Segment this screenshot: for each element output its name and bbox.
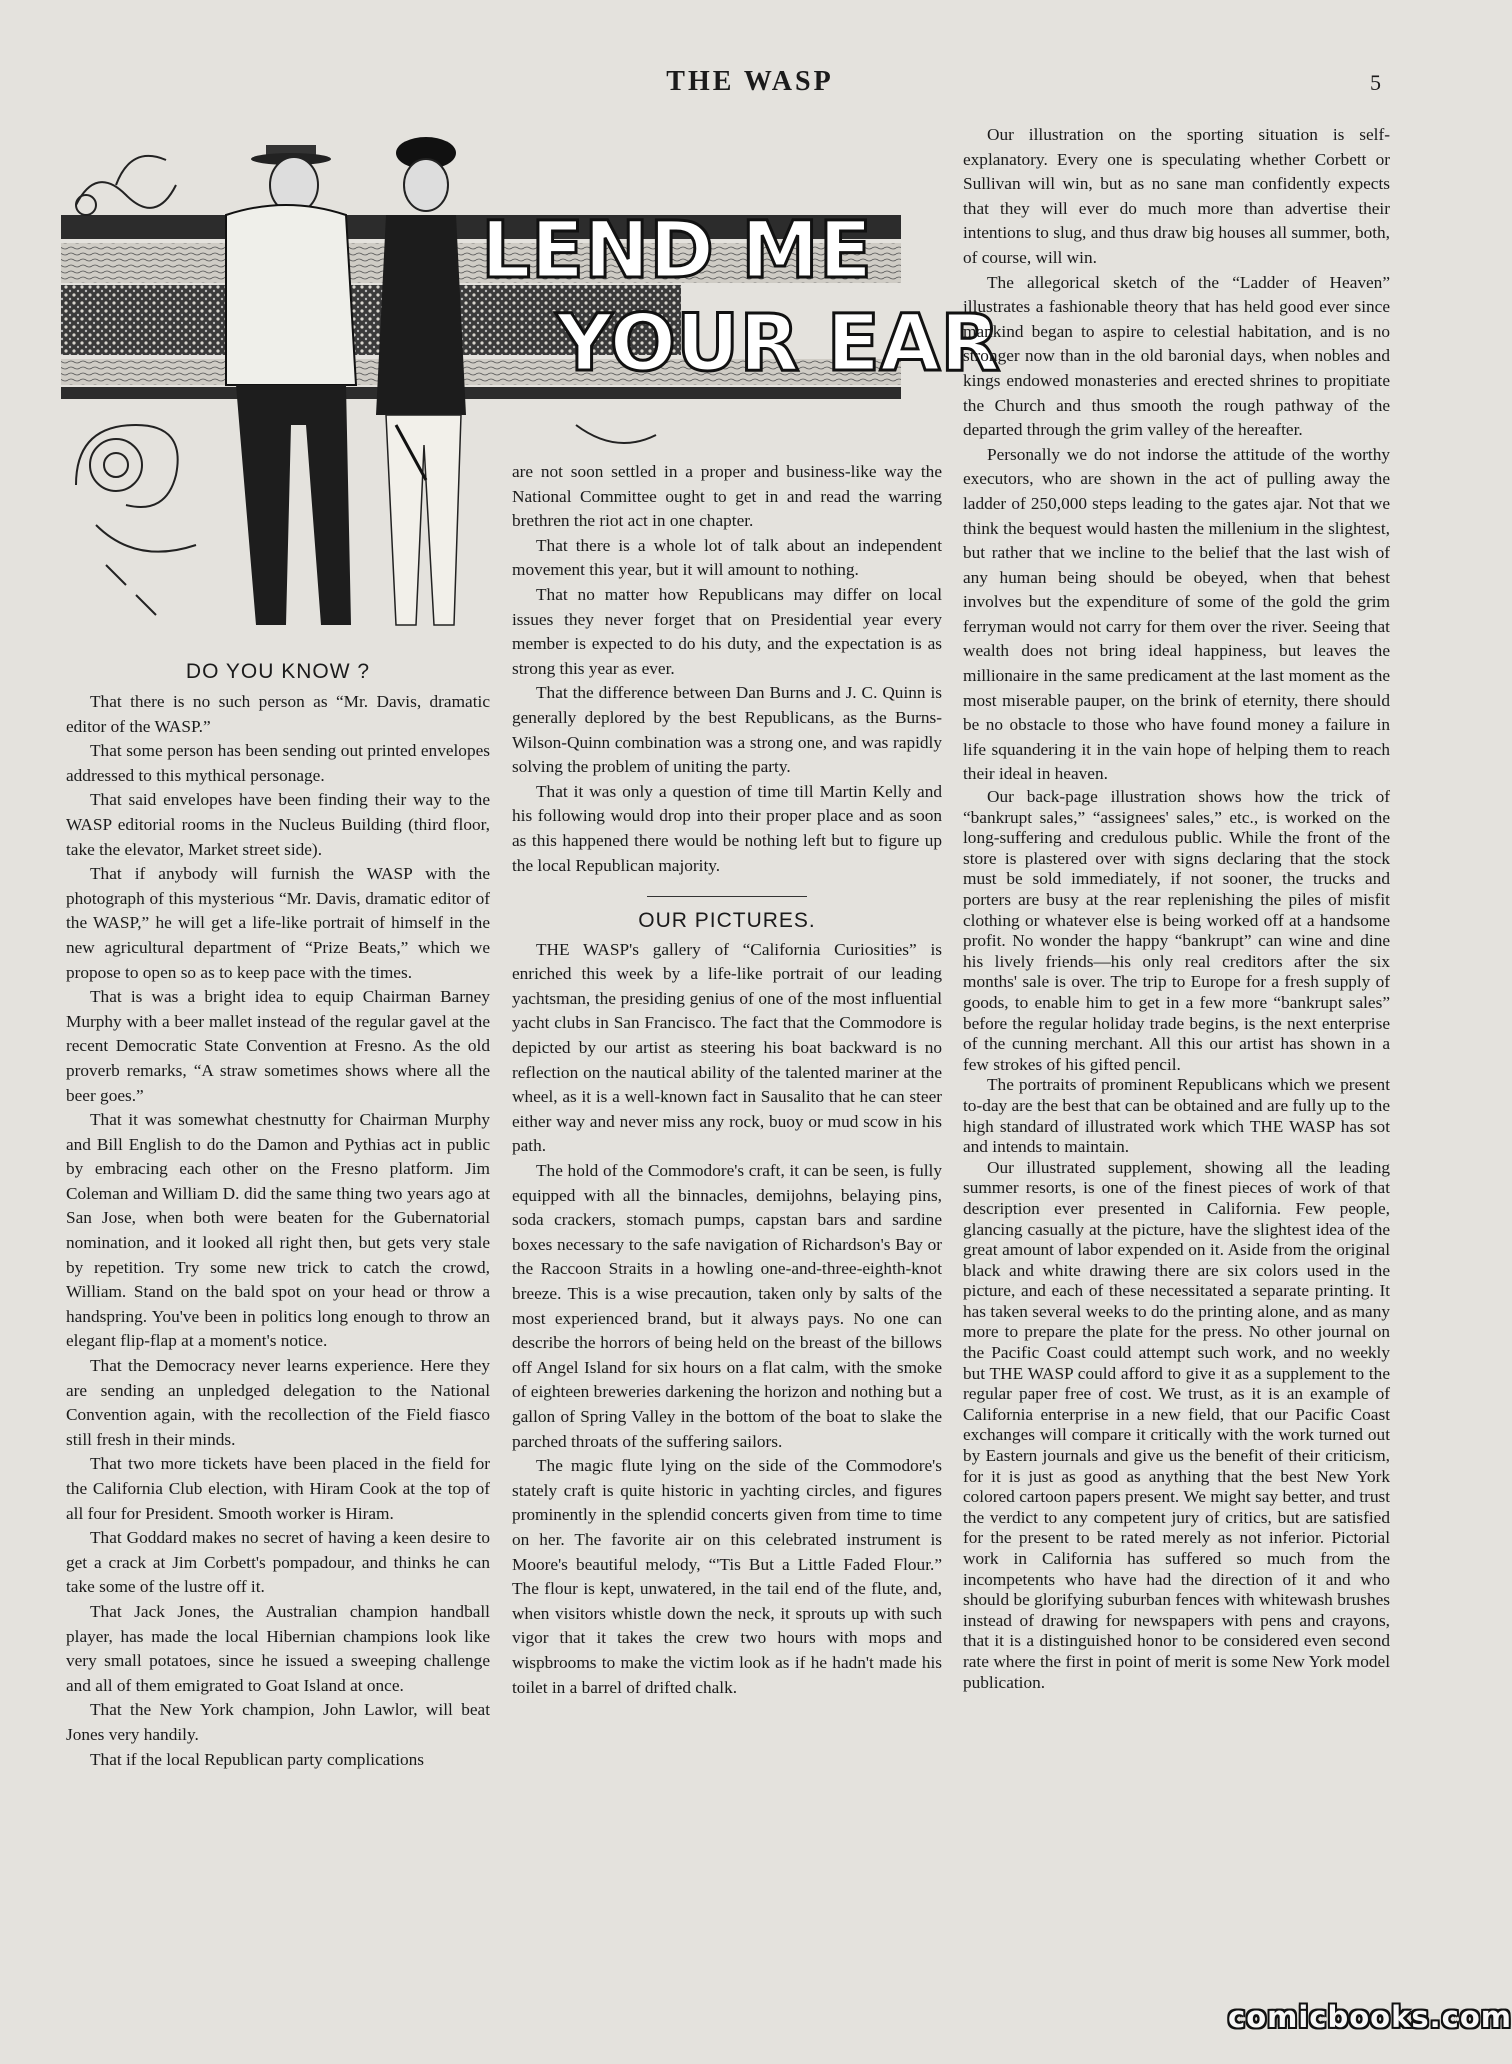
- paragraph: are not soon settled in a proper and business-like way the National Committee ought to get in and read the warring brethren the riot act in one chapter.: [512, 462, 942, 531]
- paragraph: That it was somewhat chestnutty for Chairman Murphy and Bill English to do the Damon and Pythias act in public by embracing each other on the Fresno platform. Jim Coleman and William D. did the same thing two years ago at San Jose, when both were beaten for the Gubernatorial nomination, and it looked all right then, but gets very stale by repetition. Try some new trick to catch the crowd, William. Stand on the bald spot on your head or throw a handspring. You've been in politics long enough to throw an elegant flip-flap at a moment's notice.: [66, 1110, 490, 1351]
- page-number: 5: [1370, 70, 1381, 95]
- two-gentlemen-figures: [226, 137, 466, 625]
- column-1: [66, 660, 490, 1772]
- paragraph: That said envelopes have been finding their way to the WASP editorial rooms in the Nucleus Building (third floor, take the elevator, Market street side).: [66, 790, 490, 859]
- paragraph: The allegorical sketch of the “Ladder of Heaven” illustrates a fashionable theory that has held good ever since mankind began to aspire to celestial habitation, and is no stronger now than in the old baronial days, when nobles and kings endowed monasteries and erected shrines to propitiate the Church and thus smooth the rough pathway of the departed through the grim valley of the hereafter.: [963, 272, 1390, 440]
- paragraph: That it was only a question of time till Martin Kelly and his following would drop into their proper place and as soon as this happened there would be nothing left but to figure up the local Republican majority.: [512, 781, 942, 875]
- paragraph: That there is no such person as “Mr. Davis, dramatic editor of the WASP.”: [66, 692, 490, 736]
- paragraph: That the New York champion, John Lawlor, will beat Jones very handily.: [66, 1700, 490, 1744]
- our-pictures-heading: OUR PICTURES.: [638, 909, 816, 933]
- paragraph: That two more tickets have been placed in the field for the California Club election, with Hiram Cook at the top of all four for President. Smooth worker is Hiram.: [66, 1454, 490, 1523]
- paragraph: That the difference between Dan Burns and J. C. Quinn is generally deplored by the best Republicans, as the Burns-Wilson-Quinn combination was a strong one, and was rapidly solving the problem of uniting the party.: [512, 683, 942, 777]
- paragraph: That is was a bright idea to equip Chairman Barney Murphy with a beer mallet instead of the regular gavel at the recent Democratic State Convention at Fresno. As the old proverb remarks, “A straw sometimes shows where all the beer goes.”: [66, 987, 490, 1105]
- paragraph: Our illustrated supplement, showing all the leading summer resorts, is one of the finest pieces of work of that description ever presented in California. Few people, glancing casually at the picture, have the slightest idea of the great amount of labor expended on it. Aside from the original black and white drawing there are six colors used in the picture, and each of these necessitated a separate printing. It has taken several weeks to do the printing alone, and as many more to prepare the plate for the press. No other journal on the Pacific Coast could attempt such work, and no weekly but THE WASP could afford to give it as a supplement to the regular paper free of cost. We trust, as it is an example of California enterprise in a new field, that our Pacific Coast exchanges will compare it critically with the work turned out by Eastern journals and give us the benefit of their criticism, for it is just as good as anything that the best New York colored cartoon papers present. We might say better, and trust the verdict to any competent jury of critics, but are satisfied for the present to be rated merely as not inferior. Pictorial work in California has suffered so much from the incompetents who have had the direction of it and who should be glorifying suburban fences with whitewash brushes instead of drawing for newspapers with pens and crayons, that it is a distinguished honor to be considered even second rate where the first in point of merit is some New York model publication.: [963, 1157, 1390, 1692]
- watermark: comicbooks.com: [1228, 2000, 1512, 2034]
- section-divider: [647, 896, 807, 897]
- paragraph: The portraits of prominent Republicans which we present to-day are the best that can be obtained and are fully up to the high standard of illustrated work which THE WASP has sot and intends to maintain.: [963, 1075, 1390, 1157]
- column-3: [963, 123, 1390, 1693]
- paragraph: The magic flute lying on the side of the Commodore's stately craft is quite historic in yachting circles, and figures prominently in the splendid concerts given from time to time on her. The favorite air on this celebrated instrument is Moore's beautiful melody, “'Tis But a Little Faded Flour.” The flour is kept, unwatered, in the tail end of the flute, and, when visitors whistle down the neck, it sprouts up with such vigor that it takes the crew two hours with mops and wispbrooms to make the victim look as if he hadn't made his toilet in a barrel of drifted chalk.: [512, 1456, 942, 1697]
- paragraph: That the Democracy never learns experience. Here they are sending an unpledged delegation to the National Convention again, with the recollection of the Field fiasco still fresh in their minds.: [66, 1356, 490, 1449]
- paragraph: The hold of the Commodore's craft, it can be seen, is fully equipped with all the binnacles, demijohns, belaying pins, soda crackers, stomach pumps, capstan bars and sardine boxes necessary to the safe navigation of Richardson's Bay or the Raccoon Straits in a howling one-and-three-eighth-knot breeze. This is a wise precaution, taken only by salts of the most experienced brand, but it always pays. No one can describe the horrors of being held on the breast of the billows off Angel Island for six hours on a flat calm, with the smoke of eighteen breweries darkening the horizon and nothing but a gallon of Spring Valley in the bottom of the boat to slake the parched throats of the suffering sailors.: [512, 1161, 942, 1451]
- do-you-know-heading: DO YOU KNOW ?: [185, 660, 371, 683]
- paragraph: That Jack Jones, the Australian champion handball player, has made the local Hibernian champions look like very small potatoes, since he issued a sweeping challenge and all of them emigrated to Goat Island at once.: [66, 1601, 490, 1695]
- title-line-2: YOUR EAR: [556, 299, 1001, 389]
- paragraph: Personally we do not indorse the attitude of the worthy executors, who are shown in the act of pulling away the ladder of 250,000 steps leading to the gates ajar. Not that we think the bequest would hasten the millenium in the slightest, but rather that we incline to the belief that the last wish of any human being should be obeyed, when that behest involves but the expenditure of some of the gold the grim ferryman would not carry for them over the river. Seeing that wealth does not bring ideal happiness, but leaves the millionaire in the same predicament at the last moment as the most miserable pauper, on the brink of eternity, there should be no obstacle to those who have found money a failure in life squandering it in the vain hope of helping them to reach their ideal in heaven.: [963, 444, 1390, 784]
- paragraph: THE WASP's gallery of “California Curiosities” is enriched this week by a life-like portrait of our leading yachtsman, the presiding genius of one of the most influential yacht clubs in San Francisco. The fact that the Commodore is depicted by our artist as steering his boat backward is no reflection on the nautical ability of the talented mariner at the wheel, as it is a well-known fact in Sausalito that he can steer either way and never miss any rock, buoy or mud scow in his path.: [512, 939, 942, 1156]
- paragraph: Our illustration on the sporting situation is self-explanatory. Every one is speculating whether Corbett or Sullivan will win, but as no sane man confidently expects that they will ever do much more than advertise their intentions to slug, and thus draw big houses all summer, both, of course, will win.: [963, 125, 1390, 267]
- paragraph: Our back-page illustration shows how the trick of “bankrupt sales,” “assignees' sales,” etc., is worked on the long-suffering and credulous public. While the front of the store is plastered over with signs declaring that the stock must be sold immediately, if not sooner, the trucks and porters are busy at the rear replenishing the piles of misfit clothing or whatever else is being worked off at a handsome profit. No wonder the happy “bankrupt” can wine and dine his lively friends—his only real creditors after the six months' sale is over. The trip to Europe for a fresh supply of goods, to enable him to get in a few more “bankrupt sales” before the regular holiday trade begins, is the next enterprise of the cunning merchant. All this our artist has shown in a few strokes of his gifted pencil.: [963, 787, 1390, 1074]
- paragraph: That if the local Republican party complications: [90, 1749, 424, 1769]
- paragraph: That if anybody will furnish the WASP with the photograph of this mysterious “Mr. Davis, dramatic editor of the WASP,” he will get a life-like portrait of himself in the new agricultural department of “Prize Beats,” which we propose to open so as to keep pace with the times.: [66, 864, 490, 982]
- title-line-1: LEND ME: [481, 206, 873, 296]
- paragraph: That some person has been sending out printed envelopes addressed to this mythical personage.: [66, 741, 490, 785]
- paragraph: That there is a whole lot of talk about an independent movement this year, but it will amount to nothing.: [512, 535, 942, 580]
- paragraph: That no matter how Republicans may differ on local issues they never forget that on Presidential year every member is expected to do his duty, and the expectation is as strong this year as ever.: [512, 584, 942, 678]
- paragraph: That Goddard makes no secret of having a keen desire to get a crack at Jim Corbett's pompadour, and thinks he can take some of the lustre off it.: [66, 1528, 490, 1597]
- column-2: [512, 460, 942, 1700]
- masthead-title: THE WASP: [666, 66, 834, 97]
